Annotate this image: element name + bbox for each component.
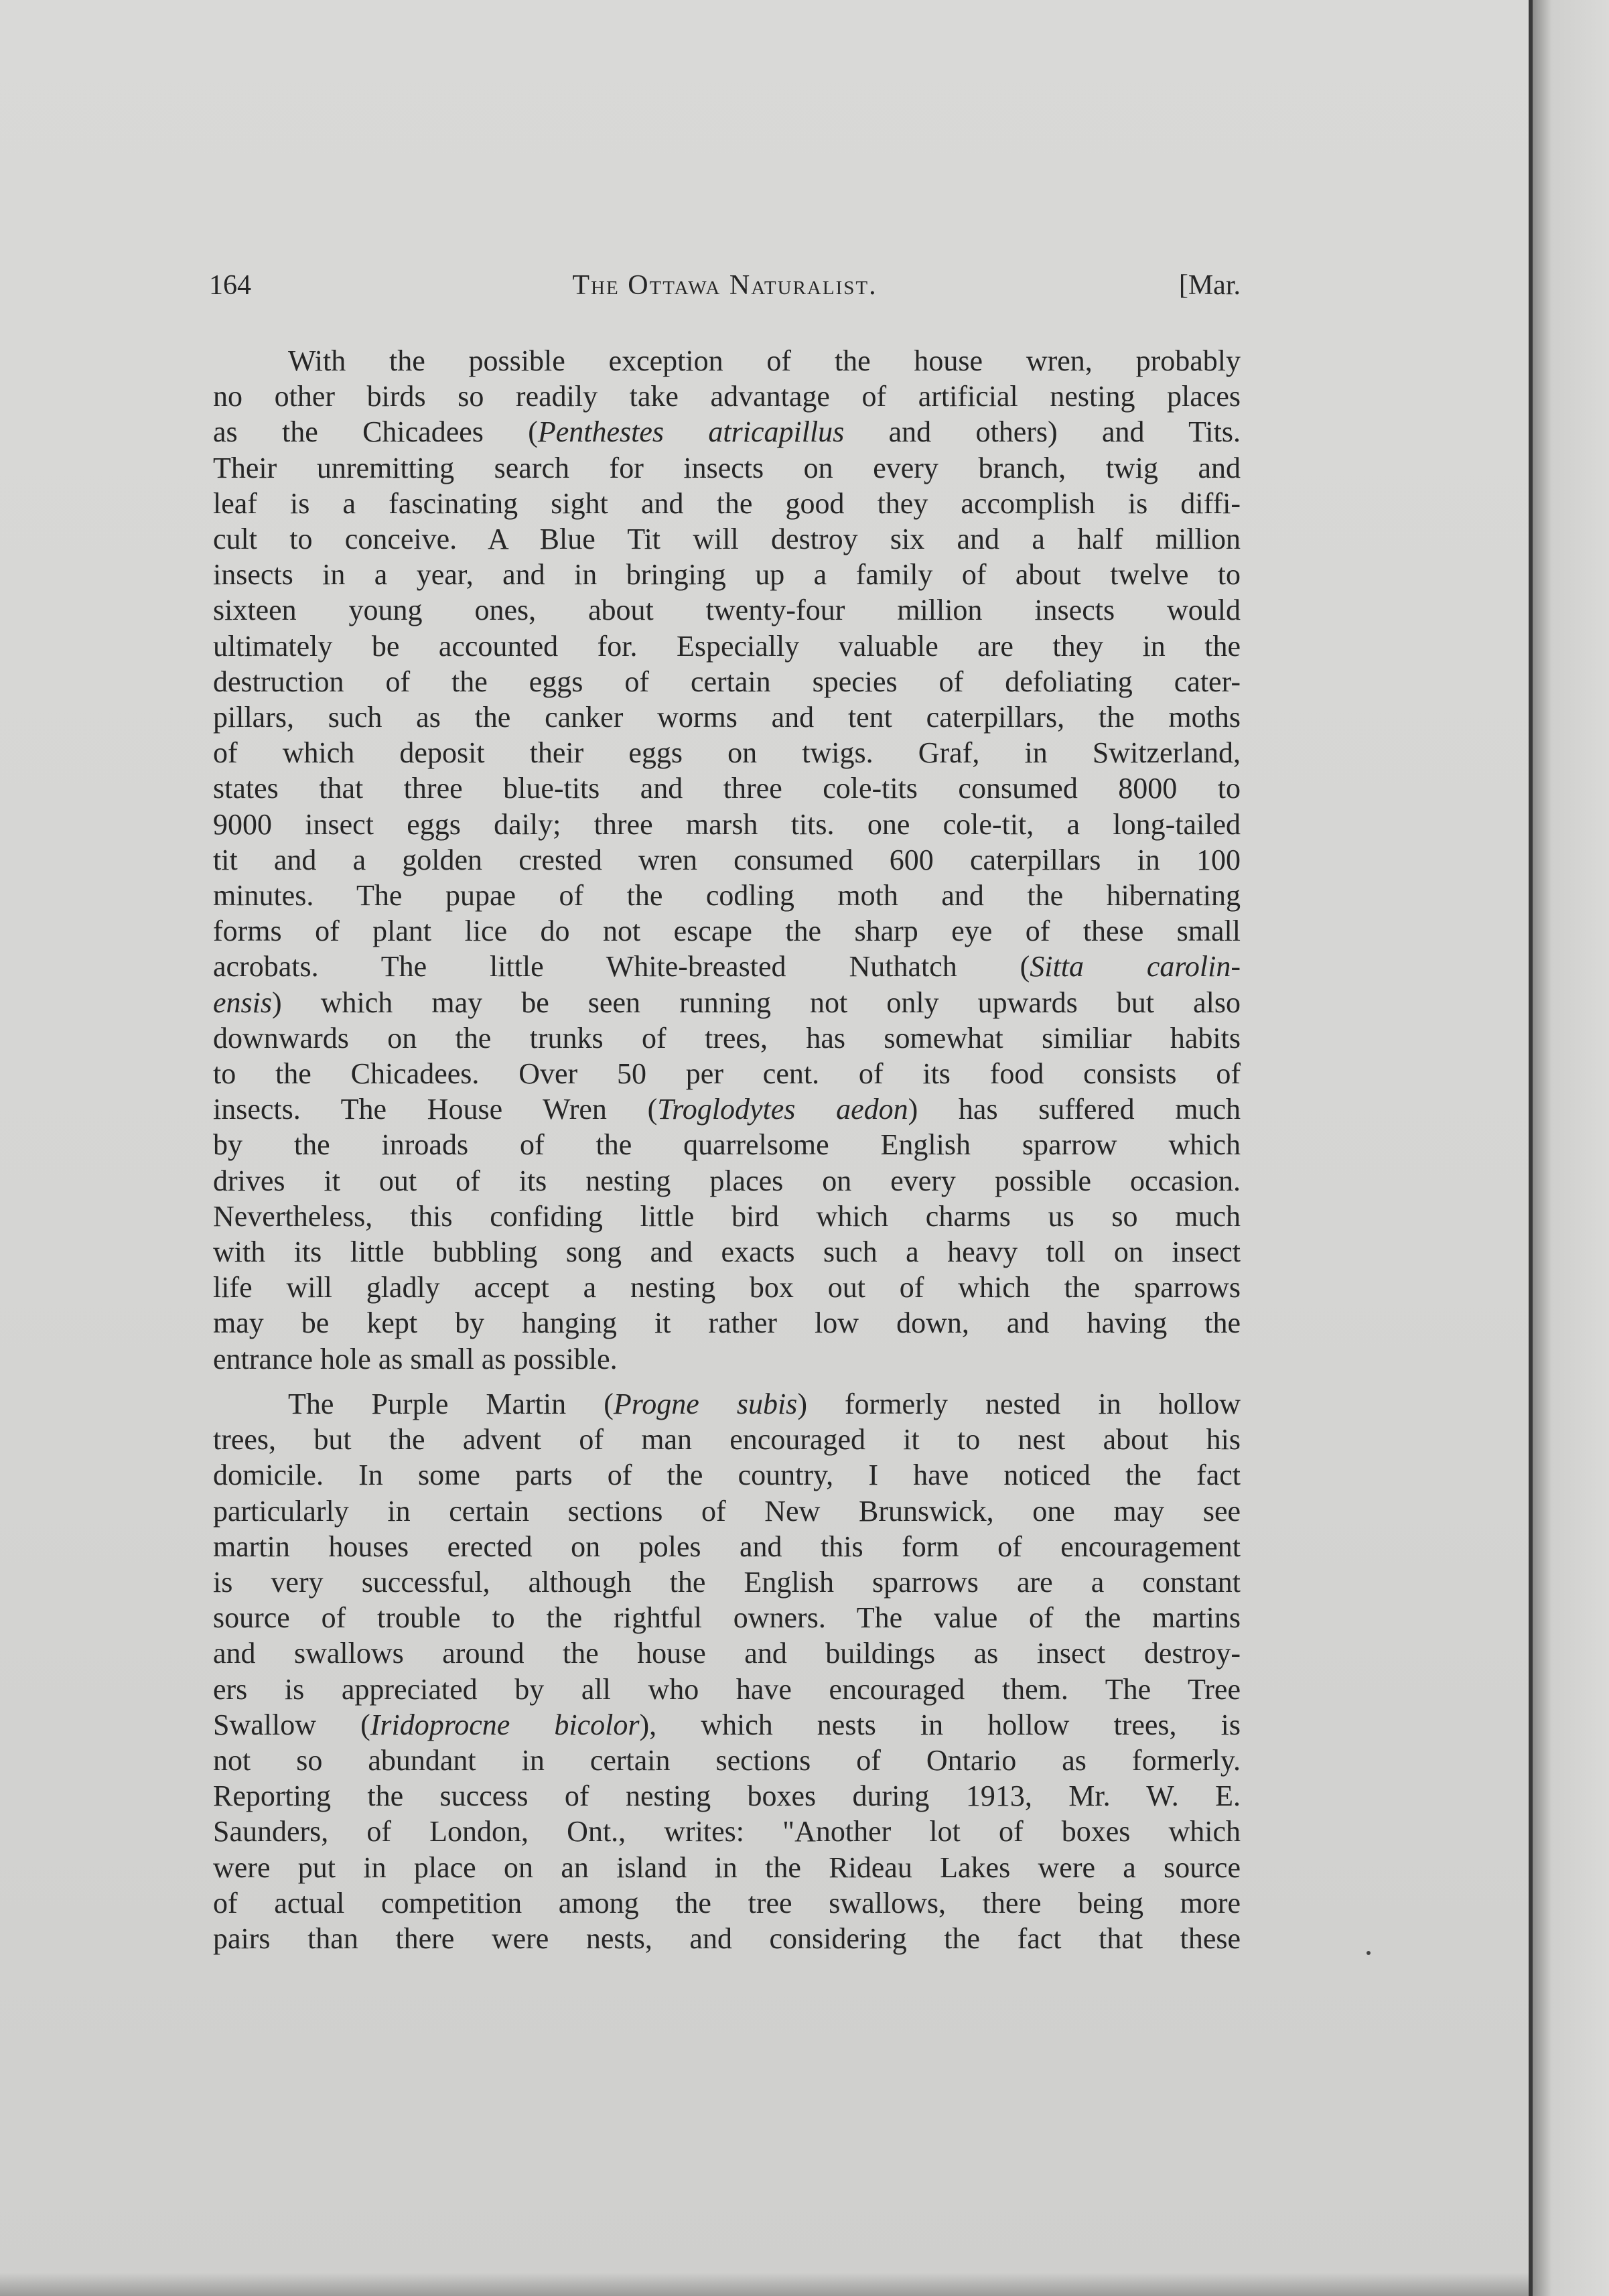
- text-line: Nevertheless, this confiding little bird which charms us so much: [213, 1199, 1241, 1233]
- text-line: no other birds so readily take advantage of artificial nesting places: [213, 380, 1241, 413]
- text-line: ensis) which may be seen running not only upwards but also: [213, 986, 1241, 1019]
- text-line: sixteen young ones, about twenty-four million insects would: [213, 594, 1241, 627]
- page-number: 164: [209, 270, 251, 301]
- text-line: with its little bubbling song and exacts such a heavy toll on insect: [213, 1235, 1241, 1269]
- text-line: 9000 insect eggs daily; three marsh tits. one cole-tit, a long-tailed: [213, 807, 1241, 841]
- text-line: tit and a golden crested wren consumed 600 caterpillars in 100: [213, 843, 1241, 876]
- text-line: ultimately be accounted for. Especially valuable are they in the: [213, 629, 1241, 663]
- text-line: of actual competition among the tree swallows, there being more: [213, 1886, 1241, 1919]
- text-line: drives it out of its nesting places on every possible occasion.: [213, 1164, 1241, 1197]
- text-line: insects in a year, and in bringing up a family of about twelve to: [213, 558, 1241, 592]
- text-line: downwards on the trunks of trees, has somewhat similiar habits: [213, 1021, 1241, 1055]
- text-line: pairs than there were nests, and considering the fact that these: [213, 1921, 1241, 1955]
- margin-dot: [1367, 1951, 1371, 1955]
- text-line: pillars, such as the canker worms and tent caterpillars, the moths: [213, 701, 1241, 734]
- paragraph-1: [213, 343, 1241, 1377]
- text-line: cult to conceive. A Blue Tit will destroy six and a half million: [213, 523, 1241, 556]
- text-line: acrobats. The little White-breasted Nuthatch (Sitta carolin-: [213, 950, 1241, 984]
- text-line: by the inroads of the quarrelsome English sparrow which: [213, 1128, 1241, 1162]
- journal-title: The Ottawa Naturalist.: [572, 270, 878, 301]
- text-line: life will gladly accept a nesting box out of which the sparrows: [213, 1271, 1241, 1304]
- issue-month: [Mar.: [1178, 270, 1241, 301]
- article-body: [213, 343, 1241, 1956]
- text-line: entrance hole as small as possible.: [213, 1342, 618, 1375]
- text-line: were put in place on an island in the Rideau Lakes were a source: [213, 1850, 1241, 1884]
- text-line: The Purple Martin (Progne subis) formerly nested in hollow: [288, 1387, 1241, 1420]
- text-line: particularly in certain sections of New Brunswick, one may see: [213, 1494, 1241, 1528]
- text-line: Saunders, of London, Ont., writes: "Another lot of boxes which: [213, 1815, 1241, 1848]
- text-line: trees, but the advent of man encouraged it to nest about his: [213, 1423, 1241, 1457]
- text-line: martin houses erected on poles and this form of encouragement: [213, 1530, 1241, 1563]
- text-line: to the Chicadees. Over 50 per cent. of its food consists of: [213, 1057, 1241, 1091]
- text-line: may be kept by hanging it rather low down, and having the: [213, 1306, 1241, 1340]
- text-line: minutes. The pupae of the codling moth and the hibernating: [213, 879, 1241, 913]
- text-line: domicile. In some parts of the country, I have noticed the fact: [213, 1459, 1241, 1492]
- text-line: With the possible exception of the house wren, probably: [288, 344, 1241, 377]
- text-line: leaf is a fascinating sight and the good they accomplish is diffi-: [213, 486, 1241, 520]
- text-line: Reporting the success of nesting boxes during 1913, Mr. W. E.: [213, 1779, 1241, 1813]
- text-line: not so abundant in certain sections of Ontario as formerly.: [213, 1743, 1241, 1777]
- text-line: ers is appreciated by all who have encouraged them. The Tree: [213, 1672, 1241, 1706]
- text-line: destruction of the eggs of certain species of defoliating cater-: [213, 665, 1241, 698]
- text-line: insects. The House Wren (Troglodytes aedon) has suffered much: [213, 1093, 1241, 1126]
- page-edge-shadow: [1533, 0, 1609, 2296]
- text-line: and swallows around the house and buildings as insect destroy-: [213, 1637, 1241, 1670]
- text-line: of which deposit their eggs on twigs. Graf, in Switzerland,: [213, 736, 1241, 770]
- text-line: states that three blue-tits and three cole-tits consumed 8000 to: [213, 772, 1241, 805]
- text-line: is very successful, although the English sparrows are a constant: [213, 1565, 1241, 1599]
- text-line: forms of plant lice do not escape the sharp eye of these small: [213, 915, 1241, 948]
- paragraph-2: [213, 1386, 1241, 1956]
- page-bottom-shadow: [0, 2273, 1529, 2296]
- text-line: Their unremitting search for insects on every branch, twig and: [213, 451, 1241, 484]
- text-line: Swallow (Iridoprocne bicolor), which nests in hollow trees, is: [213, 1708, 1241, 1741]
- running-header: [209, 269, 1241, 316]
- text-line: source of trouble to the rightful owners. The value of the martins: [213, 1601, 1241, 1635]
- text-line: as the Chicadees (Penthestes atricapillus and others) and Tits.: [213, 415, 1241, 449]
